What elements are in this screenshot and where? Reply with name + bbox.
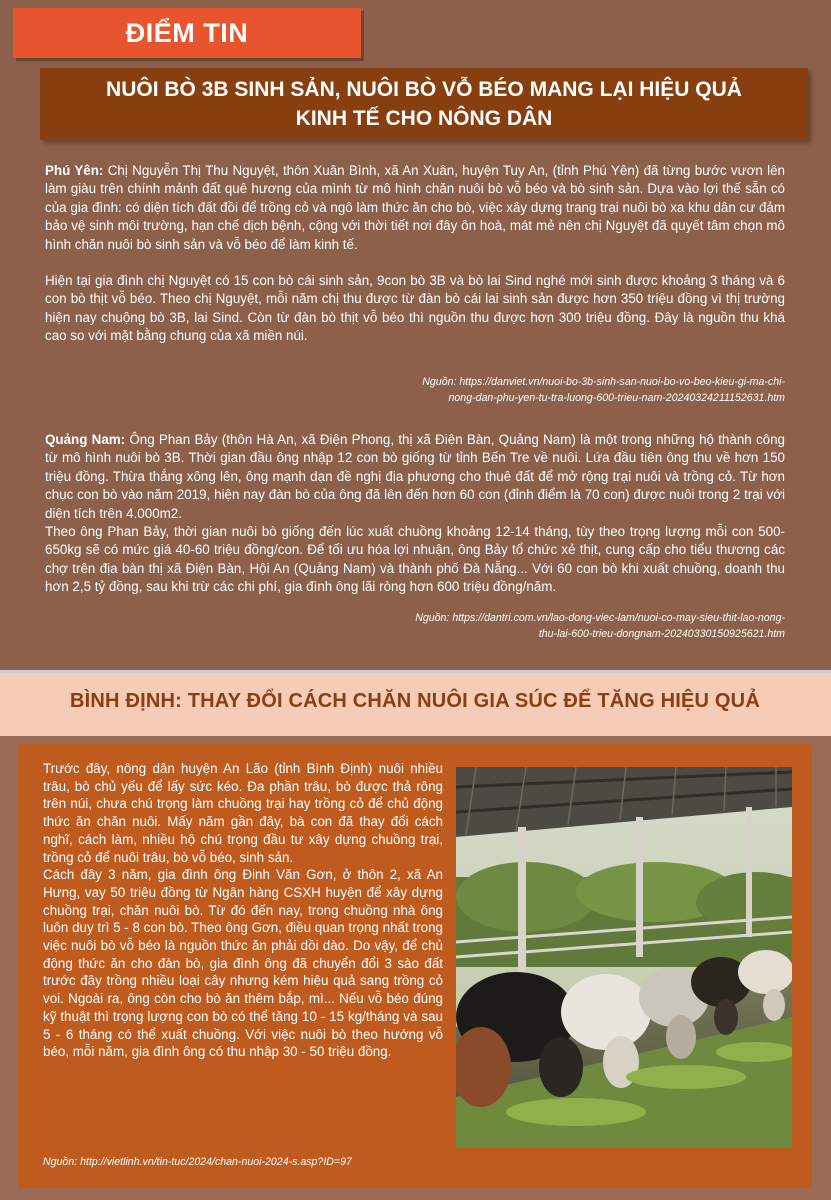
headline bbox=[40, 68, 808, 140]
source-note-1: Nguồn: https://danviet.vn/nuoi-bo-3b-sinh-san-nuoi-bo-vo-beo-kieu-gi-ma-chi- nong-dan-phu-yen-tu-tra-luong-600-trieu-nam-20240324211152631.htm bbox=[422, 376, 785, 404]
article-quang-nam-p1: Quảng Nam: Ông Phan Bảy (thôn Hà An, xã Điện Phong, thị xã Điện Bàn, Quảng Nam) là một trong những hộ thành công từ mô hình nuôi bò 3B. Thời gian đầu ông nhập 12 con bò giống từ tỉnh Bến Tre về nuôi. Lứa đầu tiên ông thu về hơn 150 triệu đồng. Thừa thắng xông lên, ông mạnh dạn đề nghị địa phương cho thuê đất để mở rộng trại nuôi và trồng cỏ. Từ hơn chục con bò vào năm 2019, hiện nay đàn bò của ông đã lên đến hơn 60 con (đỉnh điểm là 70 con) được nuôi trong 2 trại với diện tích trên 4.000m2. bbox=[45, 432, 785, 521]
article-binh-dinh-p1: Trước đây, nông dân huyện An Lão (tỉnh Bình Định) nuôi nhiều trâu, bò chủ yếu để lấy sức kéo. Đa phần trâu, bò được thả rông trên núi, chưa chú trọng làm chuồng trại hay trồng cỏ để chủ động thức ăn chăn nuôi. Mấy năm gần đây, bà con đã thay đổi cách nghĩ, cách làm, nhiều hộ chú trọng đầu tư xây dựng chuồng trại, trồng cỏ để nuôi trâu, bò vỗ béo, sinh sản. bbox=[43, 761, 443, 865]
headline-text: NUÔI BÒ 3B SINH SẢN, NUÔI BÒ VỖ BÉO MANG LẠI HIỆU QUẢ KINH TẾ CHO NÔNG DÂN bbox=[106, 78, 742, 130]
source-note-2: Nguồn: https://dantri.com.vn/lao-dong-viec-lam/nuoi-co-may-sieu-thit-lao-nong- thu-lai-600-trieu-dongnam-20240330150925621.htm bbox=[415, 612, 785, 640]
cattle-barn-illustration bbox=[456, 767, 792, 1148]
article-lead: Phú Yên: bbox=[45, 163, 104, 178]
article-quang-nam-p2: Theo ông Phan Bảy, thời gian nuôi bò giống đến lúc xuất chuồng khoảng 12-14 tháng, tùy theo trọng lượng mỗi con 500-650kg sẽ có mức giá 40-60 triệu đồng/con. Để tối ưu hóa lợi nhuận, ông Bảy tổ chức xẻ thịt, cung cấp cho tiểu thương các chợ trên địa bàn thị xã Điện Bàn, Hội An (Quảng Nam) và thành phố Đà Nẵng... Với 60 con bò khi xuất chuồng, doanh thu hơn 2,5 tỷ đồng, sau khi trừ các chi phí, gia đình ông lãi ròng hơn 600 triệu đồng/năm. bbox=[45, 524, 785, 595]
article-binh-dinh-p2: Cách đây 3 năm, gia đình ông Đinh Văn Gơn, ở thôn 2, xã An Hưng, vay 50 triệu đồng từ Ngân hàng CSXH huyện để xây dựng chuồng trại, chăn nuôi bò. Từ đó đến nay, trong chuồng nhà ông luôn duy trì 5 - 8 con bò. Theo ông Gơn, điều quan trọng nhất trong việc nuôi bò vỗ béo là nguồn thức ăn phải dồi dào. Do vậy, để chủ động thức ăn cho đàn bò, gia đình ông đã chuyển đổi 3 sào đất trước đây trồng nhiều loại cây nhưng kém hiệu quả sang trồng cỏ voi. Ngoài ra, ông còn cho bò ăn thêm bắp, mì... Nếu vỗ béo đúng kỹ thuật thì trọng lượng con bò có thể tăng 10 - 15 kg/tháng và sau 5 - 6 tháng có thể xuất chuồng. Với việc nuôi bò theo hướng vỗ béo, mỗi năm, gia đình ông có thu nhập 30 - 50 triệu đồng. bbox=[43, 867, 443, 1060]
article-quang-nam bbox=[45, 431, 785, 597]
article-binh-dinh bbox=[43, 760, 443, 1061]
cattle-barn-photo bbox=[456, 767, 792, 1148]
article-phu-yen-p2: Hiện tại gia đình chị Nguyệt có 15 con bò cái sinh sản, 9con bò 3B và bò lai Sind nghé mới sinh được khoảng 3 tháng và 6 con bò thịt vỗ béo. Theo chị Nguyệt, mỗi năm chị thu được từ đàn bò cái lai sinh sản được hơn 350 triệu đồng vì thị trường hiện nay chuộng bò 3B, lai Sind. Còn từ đàn bò thịt vỗ béo thì nguồn thu được hơn 300 triệu đồng. Đây là nguồn thu khá cao so với mặt bằng chung của xã miền núi. bbox=[45, 273, 785, 344]
article-lead: Quảng Nam: bbox=[45, 432, 126, 447]
article-phu-yen bbox=[45, 162, 785, 346]
source-note-3: Nguồn: http://vietlinh.vn/tin-tuc/2024/chan-nuoi-2024-s.asp?ID=97 bbox=[43, 1156, 352, 1168]
article-phu-yen-p1: Phú Yên: Chị Nguyễn Thị Thu Nguyệt, thôn Xuân Bình, xã An Xuân, huyện Tuy An, (tỉnh Phú Yên) đã từng bước vươn lên làm giàu trên chính mảnh đất quê hương của mình từ mô hình chăn nuôi bò vỗ béo và bò sinh sản. Dựa vào lợi thế sẵn có của gia đình: có diện tích đất đồi để trồng cỏ và ngô làm thức ăn cho bò, việc xây dựng trang trại nuôi bò xa khu dân cư đảm bảo vệ sinh môi trường, hạn chế dịch bệnh, cộng với thời tiết nơi đây ôn hoà, mát mẻ nên chị Nguyệt đã quyết tâm chọn mô hình chăn nuôi bò sinh sản và vỗ béo để làm kinh tế. bbox=[45, 163, 785, 252]
section-title: BÌNH ĐỊNH: THAY ĐỔI CÁCH CHĂN NUÔI GIA SÚC ĐỂ TĂNG HIỆU QUẢ bbox=[70, 690, 760, 712]
section-badge: ĐIỂM TIN bbox=[13, 8, 361, 58]
